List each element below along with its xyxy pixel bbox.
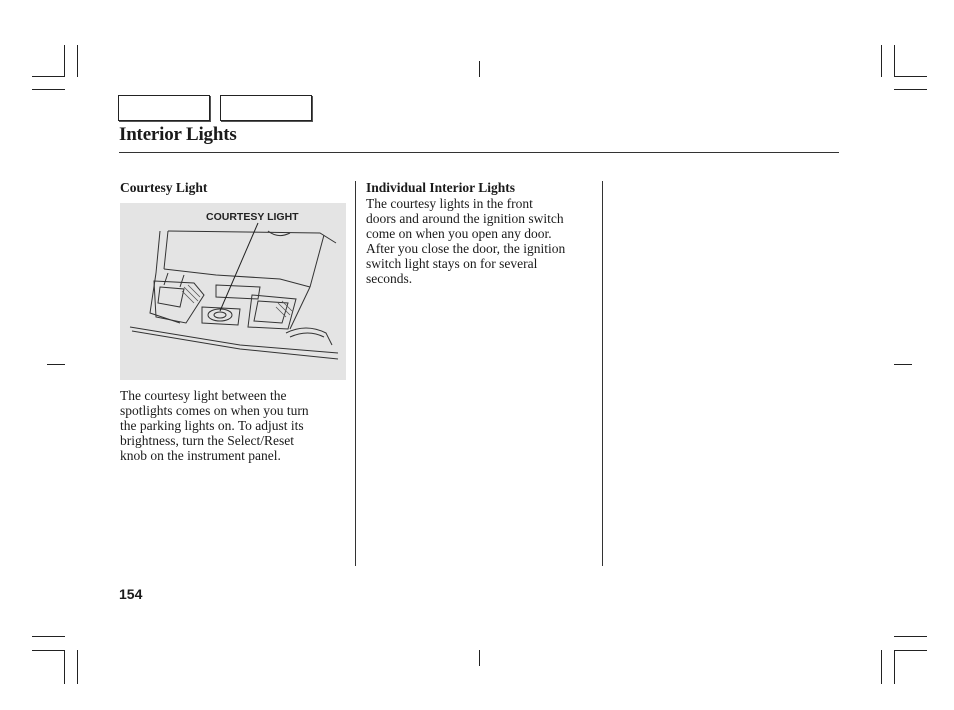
nav-tab-box[interactable]: [220, 95, 312, 121]
crop-mark: [479, 61, 480, 77]
crop-mark: [894, 76, 927, 77]
crop-mark: [32, 650, 65, 651]
crop-mark: [64, 45, 65, 77]
page-title: Interior Lights: [119, 124, 237, 145]
crop-mark: [32, 89, 65, 90]
courtesy-light-description: [120, 388, 309, 463]
column-divider: [355, 181, 356, 566]
crop-mark: [64, 650, 65, 684]
crop-mark: [894, 364, 912, 365]
crop-mark: [894, 45, 895, 77]
courtesy-light-illustration: [120, 203, 346, 380]
crop-mark: [894, 89, 927, 90]
overhead-console-drawing: [120, 203, 346, 380]
text-line: come on when you open any door.: [366, 226, 552, 241]
crop-mark: [77, 650, 78, 684]
crop-mark: [881, 45, 882, 77]
page-number: 154: [119, 586, 143, 602]
text-line: doors and around the ignition switch: [366, 211, 564, 226]
crop-mark: [479, 650, 480, 666]
crop-mark: [894, 636, 927, 637]
crop-mark: [32, 636, 65, 637]
text-line: seconds.: [366, 271, 413, 286]
crop-mark: [77, 45, 78, 77]
text-line: the parking lights on. To adjust its: [120, 418, 304, 433]
crop-mark: [881, 650, 882, 684]
text-line: The courtesy lights in the front: [366, 196, 533, 211]
column-divider: [602, 181, 603, 566]
text-line: switch light stays on for several: [366, 256, 538, 271]
nav-tab-box[interactable]: [118, 95, 210, 121]
crop-mark: [47, 364, 65, 365]
text-line: After you close the door, the ignition: [366, 241, 566, 256]
text-line: The courtesy light between the: [120, 388, 287, 403]
title-rule: [119, 152, 839, 153]
crop-mark: [32, 76, 65, 77]
figure-callout-label: COURTESY LIGHT: [206, 211, 299, 223]
text-line: brightness, turn the Select/Reset: [120, 433, 294, 448]
courtesy-light-heading: Courtesy Light: [120, 180, 208, 195]
text-line: knob on the instrument panel.: [120, 448, 281, 463]
individual-lights-heading: Individual Interior Lights: [366, 180, 516, 195]
crop-mark: [894, 650, 927, 651]
crop-mark: [894, 650, 895, 684]
text-line: spotlights comes on when you turn: [120, 403, 309, 418]
individual-lights-description: [366, 196, 565, 286]
